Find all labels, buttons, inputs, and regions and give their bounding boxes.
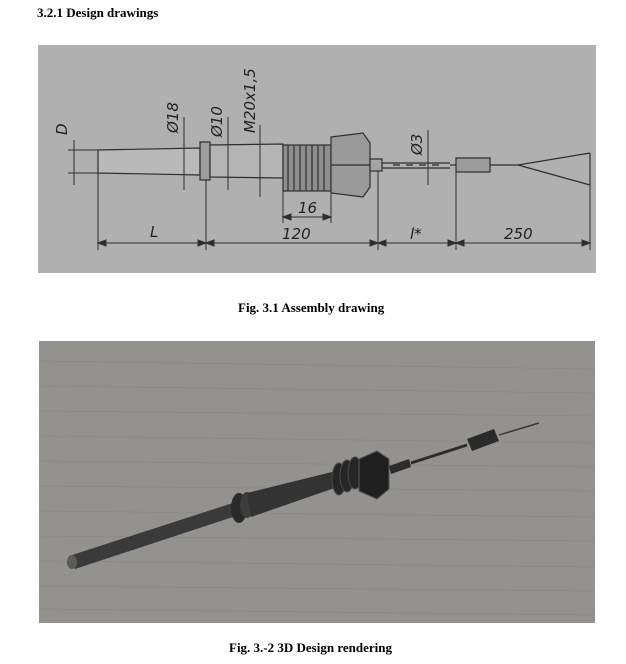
- dim-label-thread: M20x1,5: [241, 68, 259, 133]
- dim-label-250: 250: [504, 225, 533, 243]
- 3d-rendering-figure: [39, 341, 595, 623]
- section-heading: 3.2.1 Design drawings: [37, 5, 159, 20]
- dim-label-d10: Ø10: [208, 106, 226, 137]
- dim-label-d18: Ø18: [164, 102, 182, 133]
- dim-label-d: D: [53, 123, 71, 135]
- assembly-drawing-figure: [38, 45, 596, 273]
- assembly-drawing-svg: [38, 45, 596, 273]
- dim-label-16: 16: [298, 199, 318, 217]
- dim-label-d3: Ø3: [408, 133, 426, 155]
- dim-label-120: 120: [282, 225, 311, 243]
- figure-2-caption: Fig. 3.-2 3D Design rendering: [229, 640, 392, 655]
- dim-label-l: L: [150, 223, 159, 241]
- dim-label-l-star: l*: [410, 225, 422, 243]
- 3d-rendering-svg: [39, 341, 595, 623]
- figure-1-caption: Fig. 3.1 Assembly drawing: [238, 300, 385, 315]
